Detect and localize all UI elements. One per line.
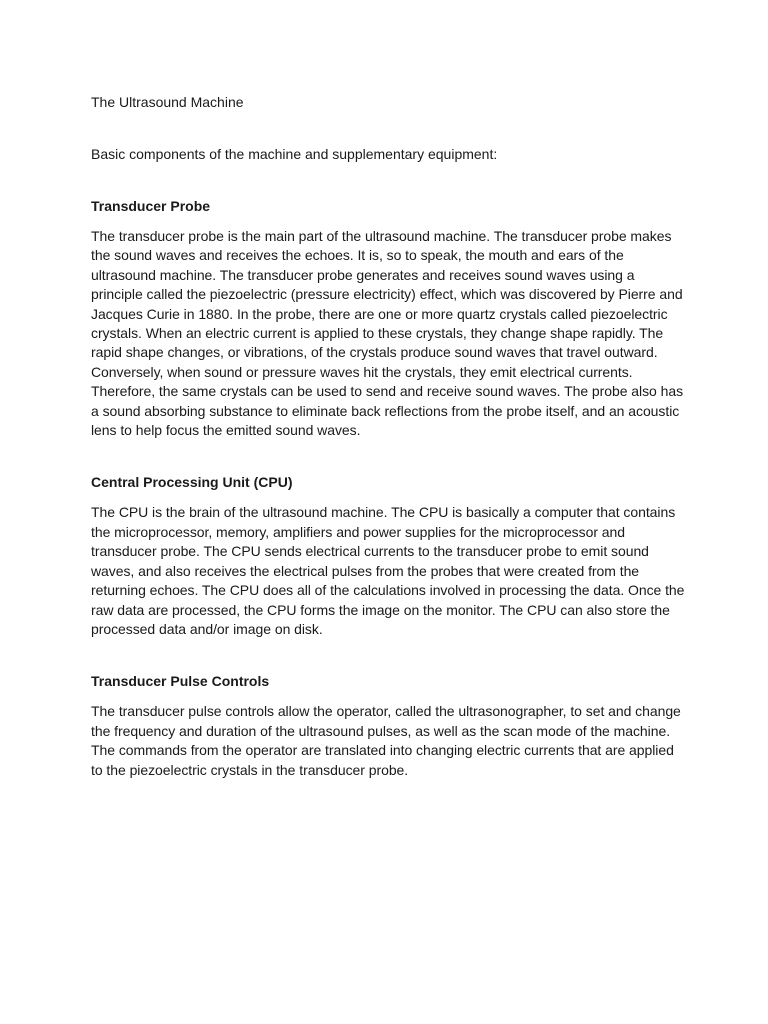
section-heading: Central Processing Unit (CPU)	[91, 474, 293, 491]
document-title: The Ultrasound Machine	[91, 94, 244, 110]
section-body: The CPU is the brain of the ultrasound machine. The CPU is basically a computer that contains the microprocessor, memory, amplifiers and power supplies for the microprocessor and transducer probe. The CPU sends electrical currents to the transducer probe to emit sound waves, and also receives the electrical pulses from the probes that were created from the returning echoes. The CPU does all of the calculations involved in processing the data. Once the raw data are processed, the CPU forms the image on the monitor. The CPU can also store the processed data and/or image on disk.	[91, 504, 685, 637]
section-heading: Transducer Pulse Controls	[91, 673, 270, 690]
document-content	[91, 93, 687, 780]
section-body: The transducer probe is the main part of the ultrasound machine. The transducer probe makes the sound waves and receives the echoes. It is, so to speak, the mouth and ears of the ultrasound machine. The transducer probe generates and receives sound waves using a principle called the piezoelectric (pressure electricity) effect, which was discovered by Pierre and Jacques Curie in 1880. In the probe, there are one or more quartz crystals called piezoelectric crystals. When an electric current is applied to these crystals, they change shape rapidly. The rapid shape changes, or vibrations, of the crystals produce sound waves that travel outward. Conversely, when sound or pressure waves hit the crystals, they emit electrical currents. Therefore, the same crystals can be used to send and receive sound waves. The probe also has a sound absorbing substance to eliminate back reflections from the probe itself, and an acoustic lens to help focus the emitted sound waves.	[91, 228, 684, 439]
section-body: The transducer pulse controls allow the operator, called the ultrasonographer, to set and change the frequency and duration of the ultrasound pulses, as well as the scan mode of the machine. The commands from the operator are translated into changing electric currents that are applied to the piezoelectric crystals in the transducer probe.	[91, 703, 681, 778]
section-cpu	[91, 473, 687, 639]
section-transducer-probe	[91, 197, 687, 440]
document-intro: Basic components of the machine and supplementary equipment:	[91, 146, 498, 162]
section-heading: Transducer Probe	[91, 198, 211, 214]
section-transducer-pulse-controls	[91, 672, 687, 780]
